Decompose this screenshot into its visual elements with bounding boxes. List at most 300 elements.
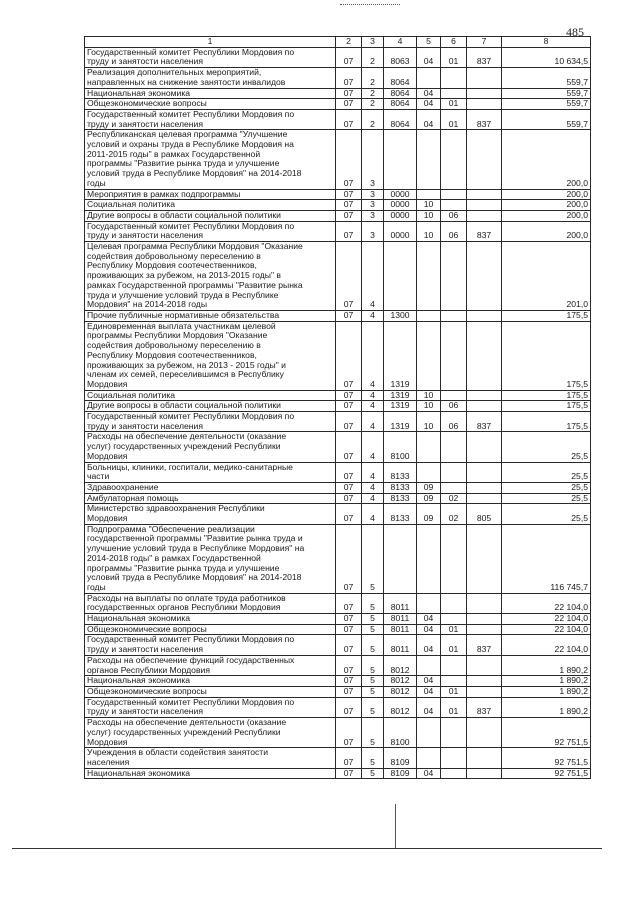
row-code-ministry: 07 [336, 109, 362, 129]
row-description: Государственный комитет Республики Мордовия по труду и занятости населения [85, 109, 336, 129]
row-code-section [417, 748, 441, 768]
row-amount: 92 751,5 [502, 718, 591, 748]
table-row [85, 88, 591, 99]
row-code-section: 04 [417, 676, 441, 687]
page-divider [12, 848, 602, 849]
row-amount: 92 751,5 [502, 768, 591, 779]
row-code-agency: 805 [467, 504, 502, 524]
row-code-agency [467, 676, 502, 687]
row-code-agency [467, 189, 502, 200]
row-code-ministry: 07 [336, 401, 362, 412]
row-code-agency [467, 310, 502, 321]
row-code-section: 04 [417, 47, 441, 67]
row-code-program: 2 [362, 109, 384, 129]
row-amount: 201,0 [502, 242, 591, 311]
table-row [85, 432, 591, 462]
row-code-section: 04 [417, 109, 441, 129]
row-code-agency [467, 624, 502, 635]
row-code-subsection [441, 748, 467, 768]
row-amount: 200,0 [502, 200, 591, 211]
row-amount: 175,5 [502, 401, 591, 412]
row-code-agency [467, 432, 502, 462]
row-code-ministry: 07 [336, 524, 362, 593]
row-code-ministry: 07 [336, 718, 362, 748]
row-code-article: 8133 [384, 504, 417, 524]
table-row [85, 68, 591, 88]
row-code-agency [467, 462, 502, 482]
row-code-program: 5 [362, 697, 384, 717]
col-header: 2 [336, 37, 362, 48]
row-code-section: 09 [417, 493, 441, 504]
row-code-section: 10 [417, 210, 441, 221]
row-code-agency: 837 [467, 635, 502, 655]
row-code-ministry: 07 [336, 321, 362, 390]
row-code-article [384, 130, 417, 189]
row-code-ministry: 07 [336, 99, 362, 110]
row-code-subsection [441, 189, 467, 200]
row-code-article: 8100 [384, 718, 417, 748]
row-description: Расходы на обеспечение функций государственных органов Республики Мордовия [85, 655, 336, 675]
row-code-article: 8064 [384, 68, 417, 88]
row-description: Республиканская целевая программа "Улучшение условий и охраны труда в Республике Мордовия на 2011-2015 годы" в рамках Государственной программы "Развитие рынка труда и улучшение условий труда в Республике Мордовия" на 2014-2018 годы [85, 130, 336, 189]
row-code-ministry: 07 [336, 189, 362, 200]
row-description: Общеэкономические вопросы [85, 687, 336, 698]
row-code-subsection [441, 130, 467, 189]
table-row [85, 614, 591, 625]
row-code-program: 2 [362, 68, 384, 88]
row-code-section: 09 [417, 504, 441, 524]
table-row [85, 676, 591, 687]
row-amount: 559,7 [502, 99, 591, 110]
row-code-agency [467, 482, 502, 493]
row-code-section [417, 432, 441, 462]
row-code-ministry: 07 [336, 210, 362, 221]
row-code-section: 04 [417, 768, 441, 779]
table-row [85, 504, 591, 524]
table-row [85, 462, 591, 482]
row-description: Больницы, клиники, госпитали, медико-санитарные части [85, 462, 336, 482]
row-code-section [417, 310, 441, 321]
row-code-program: 2 [362, 88, 384, 99]
table-row [85, 310, 591, 321]
row-amount: 1 890,2 [502, 676, 591, 687]
row-code-agency [467, 614, 502, 625]
row-code-agency [467, 768, 502, 779]
row-code-agency [467, 130, 502, 189]
row-code-ministry: 07 [336, 432, 362, 462]
row-amount: 25,5 [502, 504, 591, 524]
row-code-section [417, 593, 441, 613]
scan-artifact [395, 804, 397, 848]
row-code-ministry: 07 [336, 614, 362, 625]
row-code-section [417, 130, 441, 189]
row-description: Расходы на обеспечение деятельности (оказание услуг) государственных учреждений Республики Мордовия [85, 432, 336, 462]
row-description: Министерство здравоохранения Республики Мордовия [85, 504, 336, 524]
table-row [85, 655, 591, 675]
row-code-article: 8011 [384, 635, 417, 655]
row-code-subsection [441, 321, 467, 390]
row-code-program: 5 [362, 676, 384, 687]
table-row [85, 697, 591, 717]
row-code-section: 10 [417, 221, 441, 241]
row-code-subsection: 01 [441, 687, 467, 698]
row-code-agency [467, 687, 502, 698]
row-code-article: 8012 [384, 687, 417, 698]
row-code-article: 0000 [384, 221, 417, 241]
row-code-program: 5 [362, 768, 384, 779]
table-row [85, 401, 591, 412]
row-code-section [417, 189, 441, 200]
row-description: Национальная экономика [85, 88, 336, 99]
row-code-ministry: 07 [336, 130, 362, 189]
col-header: 7 [467, 37, 502, 48]
row-code-ministry: 07 [336, 88, 362, 99]
row-code-agency [467, 718, 502, 748]
row-code-section: 09 [417, 482, 441, 493]
row-code-article: 8133 [384, 462, 417, 482]
table-row [85, 390, 591, 401]
row-description: Национальная экономика [85, 768, 336, 779]
row-code-article: 8109 [384, 748, 417, 768]
row-amount: 559,7 [502, 68, 591, 88]
row-description: Расходы на обеспечение деятельности (оказание услуг) государственных учреждений Республики Мордовия [85, 718, 336, 748]
row-code-section: 04 [417, 635, 441, 655]
row-code-article: 8012 [384, 697, 417, 717]
table-row [85, 200, 591, 211]
row-code-agency [467, 748, 502, 768]
row-code-agency [467, 524, 502, 593]
row-code-agency: 837 [467, 109, 502, 129]
row-code-program: 4 [362, 310, 384, 321]
row-code-subsection [441, 614, 467, 625]
table-row [85, 412, 591, 432]
row-code-ministry: 07 [336, 482, 362, 493]
row-code-subsection: 02 [441, 504, 467, 524]
row-code-ministry: 07 [336, 310, 362, 321]
row-code-subsection: 01 [441, 624, 467, 635]
header-row [85, 37, 591, 48]
row-description: Прочие публичные нормативные обязательства [85, 310, 336, 321]
row-code-program: 2 [362, 99, 384, 110]
row-code-article: 8011 [384, 614, 417, 625]
row-code-subsection [441, 242, 467, 311]
row-code-article: 1319 [384, 390, 417, 401]
row-code-ministry: 07 [336, 68, 362, 88]
row-code-program: 4 [362, 493, 384, 504]
row-code-subsection [441, 68, 467, 88]
page-number: 485 [566, 25, 584, 39]
row-code-ministry: 07 [336, 624, 362, 635]
row-code-section: 10 [417, 412, 441, 432]
row-code-section [417, 462, 441, 482]
row-description: Реализация дополнительных мероприятий, направленных на снижение занятости инвалидов [85, 68, 336, 88]
row-code-ministry: 07 [336, 493, 362, 504]
row-code-ministry: 07 [336, 635, 362, 655]
row-code-program: 5 [362, 748, 384, 768]
row-code-section: 04 [417, 614, 441, 625]
row-code-section: 10 [417, 390, 441, 401]
row-amount: 22 104,0 [502, 593, 591, 613]
row-code-article: 8064 [384, 99, 417, 110]
row-code-program: 5 [362, 635, 384, 655]
row-code-ministry: 07 [336, 687, 362, 698]
row-code-program: 4 [362, 432, 384, 462]
row-amount: 1 890,2 [502, 687, 591, 698]
row-code-subsection [441, 390, 467, 401]
table-row [85, 624, 591, 635]
row-code-section [417, 68, 441, 88]
row-code-agency [467, 390, 502, 401]
row-code-section [417, 718, 441, 748]
row-amount: 22 104,0 [502, 624, 591, 635]
row-code-program: 4 [362, 321, 384, 390]
row-amount: 116 745,7 [502, 524, 591, 593]
row-description: Целевая программа Республики Мордовия "Оказание содействия добровольному переселению в Республику Мордовия соотечественников, проживающих за рубежом, на 2013-2015 годы" в рамках Государственной программы "Развитие рынка труда и улучшение условий труда в Республике Мордовия" на 2014-2018 годы [85, 242, 336, 311]
col-header: 3 [362, 37, 384, 48]
row-code-subsection: 06 [441, 401, 467, 412]
row-code-section [417, 524, 441, 593]
row-code-section: 04 [417, 687, 441, 698]
row-code-subsection [441, 482, 467, 493]
row-code-article: 8133 [384, 482, 417, 493]
row-code-article: 0000 [384, 210, 417, 221]
row-amount: 559,7 [502, 88, 591, 99]
row-code-program: 2 [362, 47, 384, 67]
row-code-program: 5 [362, 614, 384, 625]
row-code-article: 8012 [384, 655, 417, 675]
row-amount: 25,5 [502, 482, 591, 493]
row-code-section: 04 [417, 624, 441, 635]
row-code-agency: 837 [467, 47, 502, 67]
row-code-subsection: 01 [441, 109, 467, 129]
row-description: Общеэкономические вопросы [85, 624, 336, 635]
table-row [85, 718, 591, 748]
row-description: Учреждения в области содействия занятости населения [85, 748, 336, 768]
table-row [85, 47, 591, 67]
row-code-subsection [441, 768, 467, 779]
row-code-agency [467, 401, 502, 412]
row-code-subsection: 06 [441, 210, 467, 221]
row-code-program: 4 [362, 412, 384, 432]
row-code-section: 10 [417, 401, 441, 412]
table-row [85, 493, 591, 504]
row-code-article: 1319 [384, 412, 417, 432]
row-code-article: 8011 [384, 624, 417, 635]
row-code-program: 5 [362, 687, 384, 698]
row-description: Государственный комитет Республики Мордовия по труду и занятости населения [85, 221, 336, 241]
row-code-section: 04 [417, 697, 441, 717]
row-amount: 175,5 [502, 310, 591, 321]
row-code-subsection [441, 655, 467, 675]
row-description: Амбулаторная помощь [85, 493, 336, 504]
row-code-article: 8063 [384, 47, 417, 67]
row-code-article: 0000 [384, 189, 417, 200]
table-row [85, 482, 591, 493]
row-amount: 175,5 [502, 390, 591, 401]
row-code-agency: 837 [467, 697, 502, 717]
col-header: 5 [417, 37, 441, 48]
table-row [85, 189, 591, 200]
table-row [85, 768, 591, 779]
row-code-ministry: 07 [336, 504, 362, 524]
table-row [85, 321, 591, 390]
row-description: Мероприятия в рамках подпрограммы [85, 189, 336, 200]
row-code-program: 4 [362, 242, 384, 311]
col-header: 6 [441, 37, 467, 48]
row-amount: 200,0 [502, 189, 591, 200]
row-code-ministry: 07 [336, 768, 362, 779]
row-description: Национальная экономика [85, 676, 336, 687]
row-amount: 92 751,5 [502, 748, 591, 768]
table-row [85, 748, 591, 768]
row-code-subsection [441, 593, 467, 613]
col-header: 4 [384, 37, 417, 48]
col-header: 8 [502, 37, 591, 48]
table-row [85, 593, 591, 613]
row-code-article: 0000 [384, 200, 417, 211]
row-code-subsection: 01 [441, 635, 467, 655]
row-amount: 22 104,0 [502, 614, 591, 625]
row-description: Подпрограмма "Обеспечение реализации государственной программы "Развитие рынка труда и улучшение условий труда в Республике Мордовия" на 2014-2018 годы" в рамках Государственной программы "Развитие рынка труда и улучшение условий труда в Республике Мордовия" на 2014-2018 годы [85, 524, 336, 593]
row-code-ministry: 07 [336, 593, 362, 613]
row-description: Другие вопросы в области социальной политики [85, 210, 336, 221]
row-amount: 1 890,2 [502, 655, 591, 675]
row-code-agency [467, 655, 502, 675]
row-amount: 25,5 [502, 493, 591, 504]
row-code-subsection [441, 676, 467, 687]
row-code-agency [467, 200, 502, 211]
row-code-agency [467, 321, 502, 390]
table-row [85, 687, 591, 698]
table-row [85, 210, 591, 221]
row-description: Расходы на выплаты по оплате труда работников государственных органов Республики Мордовия [85, 593, 336, 613]
table-row [85, 99, 591, 110]
row-code-program: 3 [362, 221, 384, 241]
table-row [85, 242, 591, 311]
table-row [85, 635, 591, 655]
table-row [85, 221, 591, 241]
row-code-ministry: 07 [336, 462, 362, 482]
row-code-ministry: 07 [336, 390, 362, 401]
row-code-program: 3 [362, 210, 384, 221]
row-amount: 1 890,2 [502, 697, 591, 717]
row-code-agency: 837 [467, 221, 502, 241]
row-code-agency [467, 99, 502, 110]
row-code-article: 1319 [384, 401, 417, 412]
row-code-ministry: 07 [336, 221, 362, 241]
row-description: Национальная экономика [85, 614, 336, 625]
row-code-subsection: 06 [441, 221, 467, 241]
table-row [85, 524, 591, 593]
row-code-program: 5 [362, 718, 384, 748]
row-code-subsection [441, 200, 467, 211]
row-code-subsection: 01 [441, 697, 467, 717]
row-code-program: 3 [362, 200, 384, 211]
row-code-subsection [441, 524, 467, 593]
row-code-subsection [441, 718, 467, 748]
row-code-ministry: 07 [336, 676, 362, 687]
row-amount: 25,5 [502, 462, 591, 482]
row-code-program: 4 [362, 482, 384, 493]
row-code-article: 1319 [384, 321, 417, 390]
row-code-subsection [441, 88, 467, 99]
row-description: Общеэкономические вопросы [85, 99, 336, 110]
row-code-article: 8133 [384, 493, 417, 504]
row-amount: 200,0 [502, 130, 591, 189]
row-description: Государственный комитет Республики Мордовия по труду и занятости населения [85, 412, 336, 432]
row-code-program: 4 [362, 390, 384, 401]
row-amount: 22 104,0 [502, 635, 591, 655]
row-code-agency [467, 68, 502, 88]
row-code-agency: 837 [467, 412, 502, 432]
row-code-program: 4 [362, 401, 384, 412]
row-code-subsection [441, 310, 467, 321]
row-code-subsection [441, 432, 467, 462]
row-code-ministry: 07 [336, 655, 362, 675]
row-amount: 175,5 [502, 412, 591, 432]
row-description: Государственный комитет Республики Мордовия по труду и занятости населения [85, 697, 336, 717]
row-code-article: 8011 [384, 593, 417, 613]
row-code-ministry: 07 [336, 412, 362, 432]
row-amount: 200,0 [502, 221, 591, 241]
row-description: Социальная политика [85, 390, 336, 401]
row-code-agency [467, 593, 502, 613]
row-code-section [417, 321, 441, 390]
row-code-agency [467, 242, 502, 311]
row-code-subsection [441, 462, 467, 482]
row-code-subsection: 02 [441, 493, 467, 504]
row-code-program: 5 [362, 655, 384, 675]
row-code-article: 8064 [384, 88, 417, 99]
row-code-program: 5 [362, 624, 384, 635]
row-code-article [384, 524, 417, 593]
row-code-program: 3 [362, 130, 384, 189]
row-code-ministry: 07 [336, 697, 362, 717]
row-code-article: 8100 [384, 432, 417, 462]
row-code-section [417, 242, 441, 311]
scan-artifact [340, 4, 400, 8]
row-code-agency [467, 210, 502, 221]
row-amount: 175,5 [502, 321, 591, 390]
row-description: Другие вопросы в области социальной политики [85, 401, 336, 412]
row-description: Государственный комитет Республики Мордовия по труду и занятости населения [85, 635, 336, 655]
row-code-program: 4 [362, 462, 384, 482]
row-code-agency [467, 493, 502, 504]
row-code-article [384, 242, 417, 311]
row-amount: 200,0 [502, 210, 591, 221]
row-amount: 10 634,5 [502, 47, 591, 67]
row-description: Государственный комитет Республики Мордовия по труду и занятости населения [85, 47, 336, 67]
budget-table [84, 36, 591, 779]
row-code-subsection: 06 [441, 412, 467, 432]
row-code-program: 3 [362, 189, 384, 200]
row-amount: 559,7 [502, 109, 591, 129]
row-code-program: 4 [362, 504, 384, 524]
row-code-article: 1300 [384, 310, 417, 321]
row-description: Здравоохранение [85, 482, 336, 493]
row-code-section: 04 [417, 99, 441, 110]
row-code-article: 8109 [384, 768, 417, 779]
row-amount: 25,5 [502, 432, 591, 462]
row-code-ministry: 07 [336, 200, 362, 211]
row-code-agency [467, 88, 502, 99]
row-code-program: 5 [362, 524, 384, 593]
row-code-ministry: 07 [336, 748, 362, 768]
row-code-ministry: 07 [336, 242, 362, 311]
col-header: 1 [85, 37, 336, 48]
row-code-article: 8012 [384, 676, 417, 687]
row-code-section: 04 [417, 88, 441, 99]
